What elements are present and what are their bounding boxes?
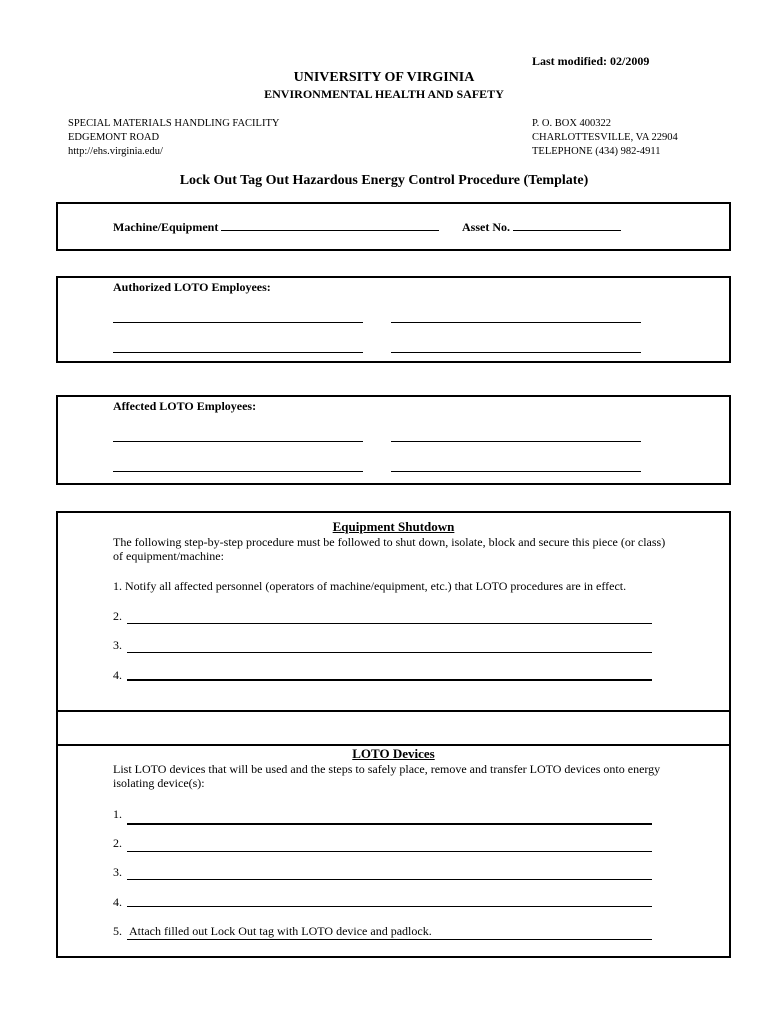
website-link[interactable]: http://ehs.virginia.edu/ xyxy=(68,146,163,157)
telephone-line: TELEPHONE (434) 982-4911 xyxy=(532,146,661,157)
devices-title: LOTO Devices xyxy=(352,746,435,761)
affected-label: Affected LOTO Employees: xyxy=(113,399,257,413)
department-name: ENVIRONMENTAL HEALTH AND SAFETY xyxy=(264,87,504,101)
affected-employees-box xyxy=(56,395,731,485)
address-line: SPECIAL MATERIALS HANDLING FACILITY xyxy=(68,118,280,129)
devices-step-number: 5. xyxy=(113,924,122,938)
section-divider xyxy=(58,710,729,712)
authorized-label: Authorized LOTO Employees: xyxy=(113,280,271,294)
machine-label: Machine/Equipment xyxy=(113,220,219,234)
asset-field[interactable] xyxy=(462,220,621,235)
address-line: CHARLOTTESVILLE, VA 22904 xyxy=(532,132,678,143)
devices-step-number: 1. xyxy=(113,807,122,821)
authorized-name-line[interactable] xyxy=(391,322,641,323)
devices-step-line[interactable] xyxy=(127,939,652,940)
shutdown-step-number: 4. xyxy=(113,668,122,682)
address-right xyxy=(532,117,678,159)
devices-step-5-text: Attach filled out Lock Out tag with LOTO device and padlock. xyxy=(129,924,432,938)
devices-step-line[interactable] xyxy=(127,879,652,880)
devices-step-number: 3. xyxy=(113,865,122,879)
procedure-box xyxy=(56,511,731,958)
authorized-name-line[interactable] xyxy=(113,352,363,353)
machine-input-line[interactable] xyxy=(221,220,439,231)
affected-name-line[interactable] xyxy=(113,471,363,472)
devices-intro: List LOTO devices that will be used and the steps to safely place, remove and transfer LOTO devices onto energy isolating device(s): xyxy=(113,762,661,790)
machine-equipment-box xyxy=(56,202,731,251)
devices-step-line[interactable] xyxy=(127,823,652,825)
shutdown-step-number: 3. xyxy=(113,638,122,652)
authorized-employees-box xyxy=(56,276,731,363)
shutdown-step-number: 2. xyxy=(113,609,122,623)
devices-step-number: 2. xyxy=(113,836,122,850)
devices-step-number: 4. xyxy=(113,895,122,909)
shutdown-step-line[interactable] xyxy=(127,623,652,624)
asset-input-line[interactable] xyxy=(513,220,621,231)
shutdown-title: Equipment Shutdown xyxy=(332,519,455,534)
devices-step-line[interactable] xyxy=(127,906,652,907)
university-name: UNIVERSITY OF VIRGINIA xyxy=(293,70,475,85)
address-line: P. O. BOX 400322 xyxy=(532,118,612,129)
address-line: EDGEMONT ROAD xyxy=(68,132,160,143)
affected-name-line[interactable] xyxy=(113,441,363,442)
authorized-name-line[interactable] xyxy=(113,322,363,323)
authorized-name-line[interactable] xyxy=(391,352,641,353)
address-left xyxy=(68,117,279,159)
asset-label: Asset No. xyxy=(462,220,510,234)
shutdown-intro: The following step-by-step procedure must be followed to shut down, isolate, block and secure this piece (or class) of equipment/machine: xyxy=(113,535,666,563)
shutdown-step-line[interactable] xyxy=(127,652,652,653)
affected-name-line[interactable] xyxy=(391,471,641,472)
affected-name-line[interactable] xyxy=(391,441,641,442)
shutdown-step-line[interactable] xyxy=(127,679,652,681)
last-modified-date: Last modified: 02/2009 xyxy=(532,54,650,68)
shutdown-step-1: 1. Notify all affected personnel (operators of machine/equipment, etc.) that LOTO procedures are in effect. xyxy=(113,579,627,593)
machine-field[interactable] xyxy=(113,220,439,235)
form-title: Lock Out Tag Out Hazardous Energy Control Procedure (Template) xyxy=(179,173,589,188)
devices-step-line[interactable] xyxy=(127,851,652,852)
